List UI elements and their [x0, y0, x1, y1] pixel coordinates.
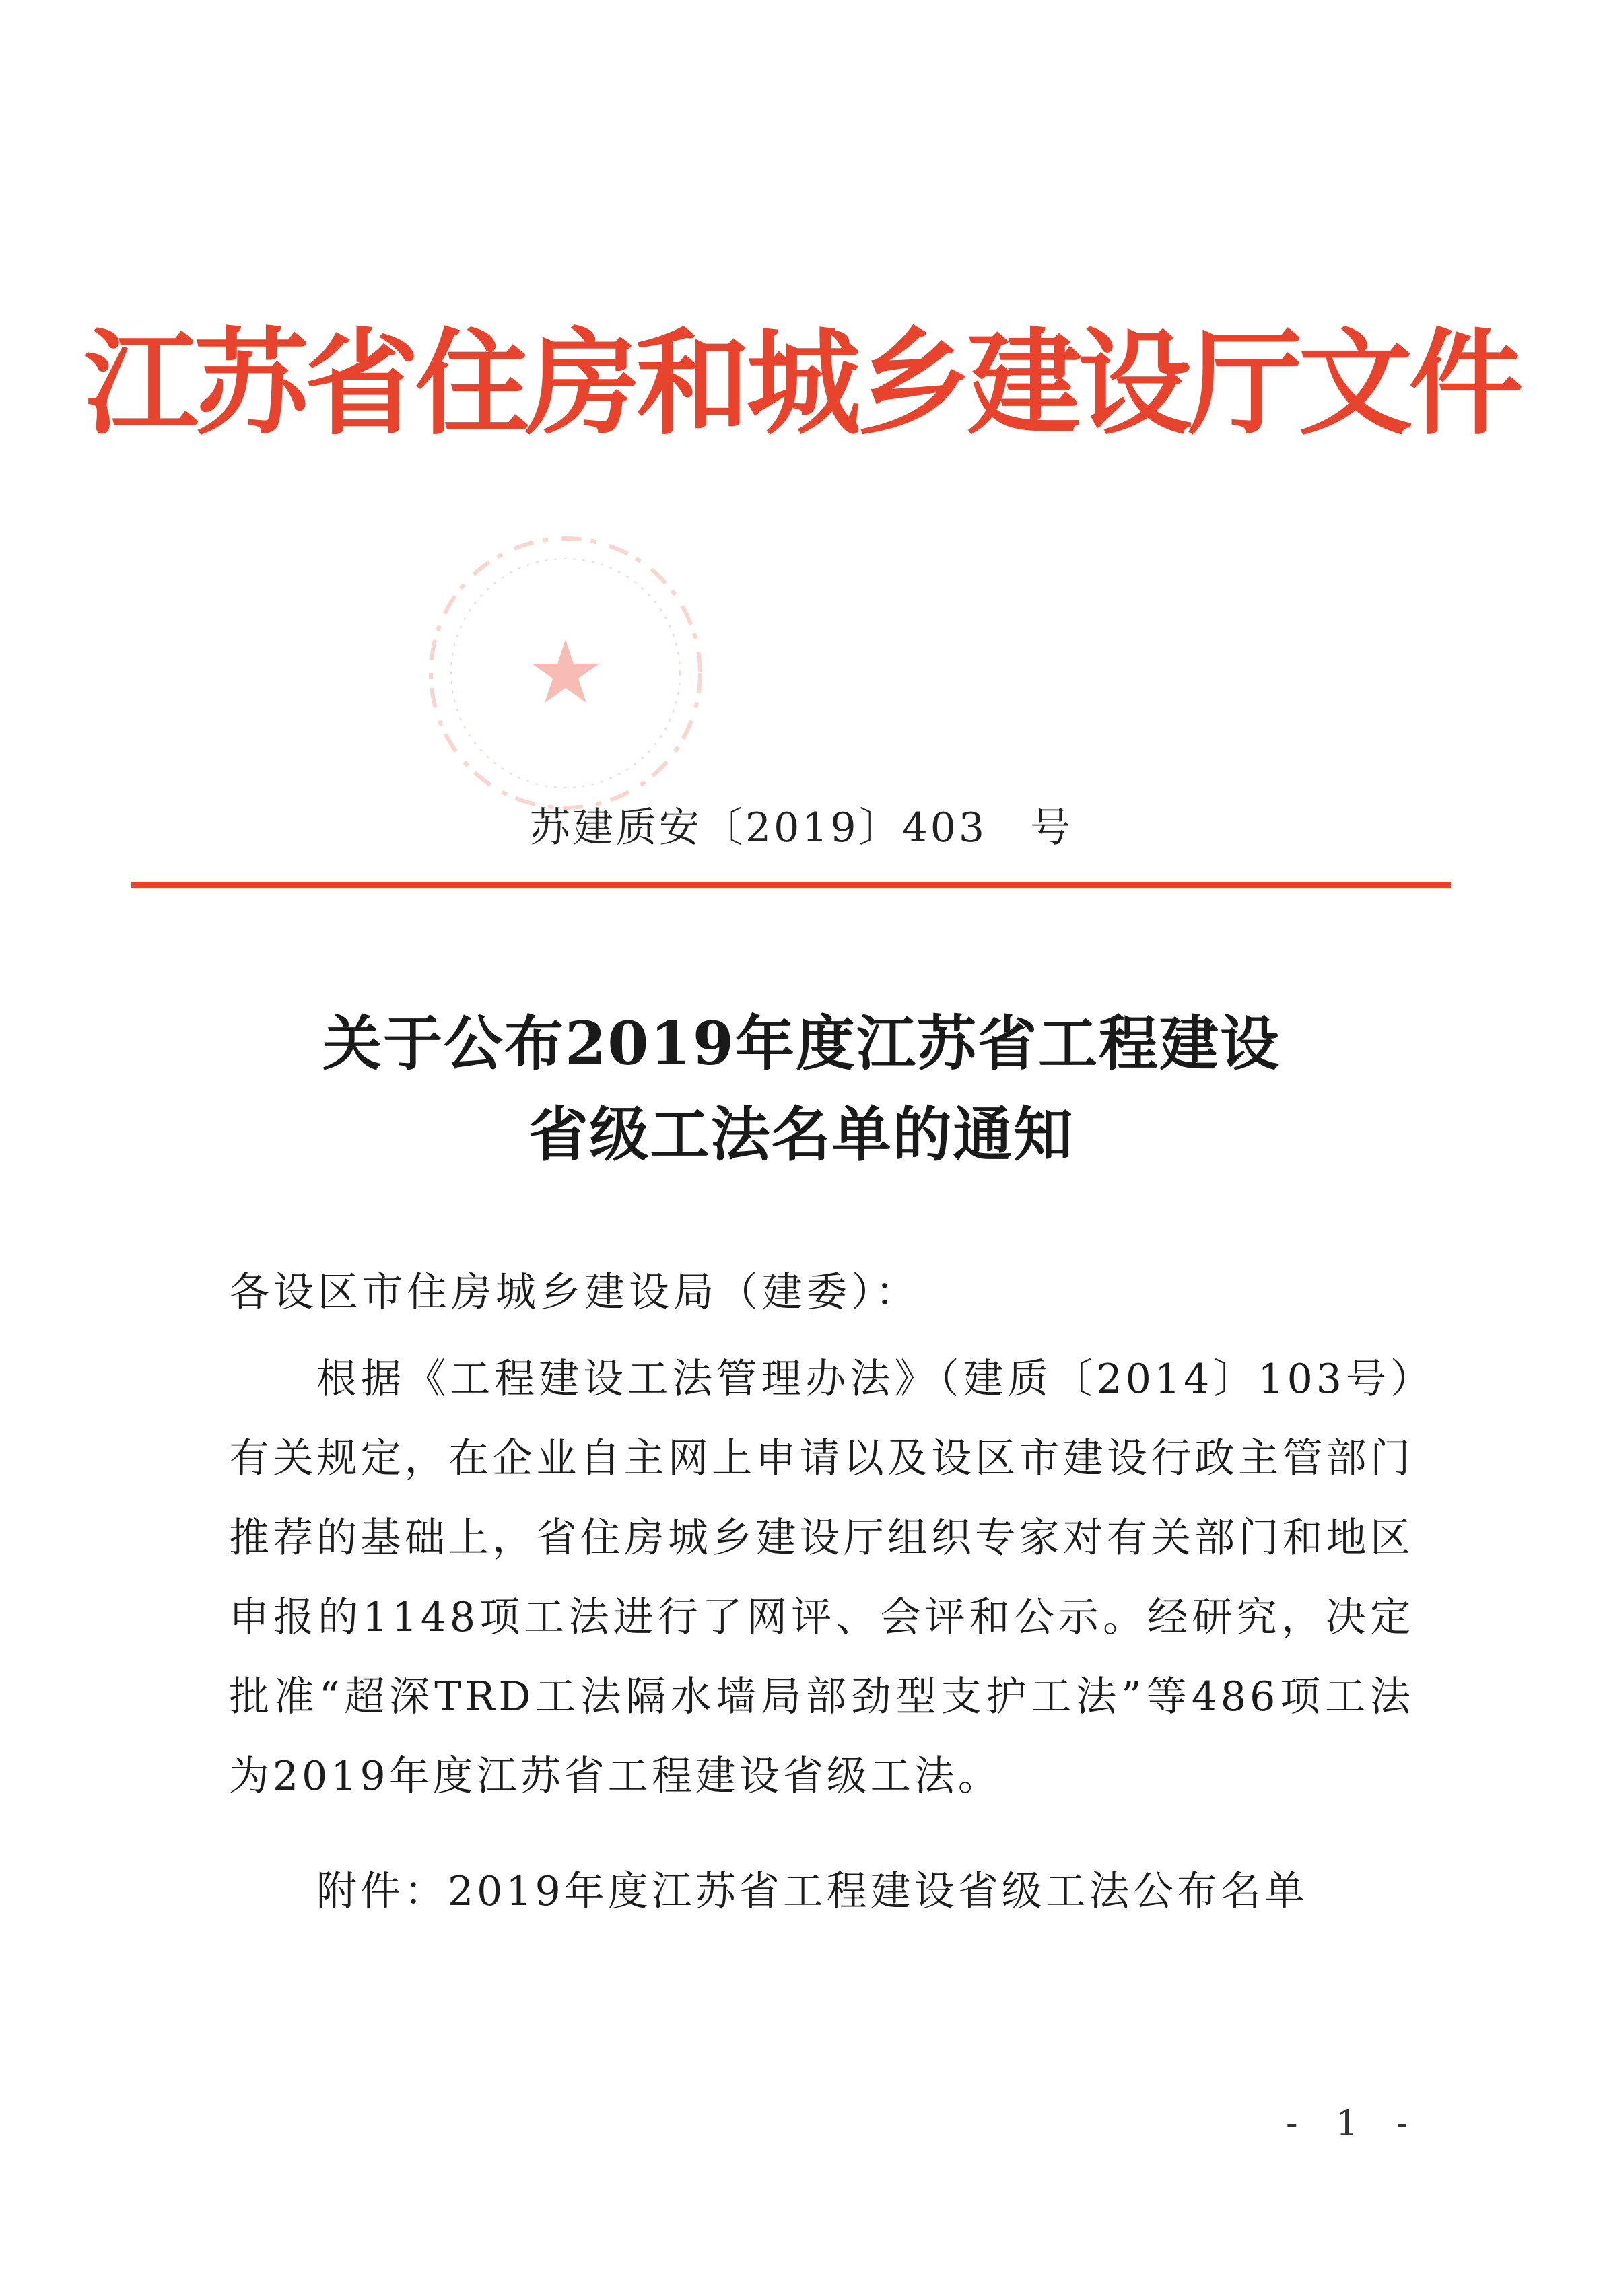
notice-title-line-1: 关于公布2019年度江苏省工程建设 — [322, 1008, 1281, 1078]
salutation: 各设区市住房城乡建设局（建委）： — [229, 1269, 920, 1316]
document-header-title: 江苏省住房和城乡建设厅文件 — [83, 316, 1520, 451]
document-number: 苏建质安〔2019〕403 号 — [529, 804, 1074, 851]
attachment-line: 附件：2019年度江苏省工程建设省级工法公布名单 — [316, 1868, 1308, 1915]
notice-title-line-2: 省级工法名单的通知 — [528, 1099, 1075, 1169]
star-seal-icon — [404, 512, 727, 835]
header-divider — [131, 882, 1451, 888]
page-number: - 1 - — [1286, 2103, 1422, 2144]
body-paragraph: 根据《工程建设工法管理办法》（建质〔2014〕103号）有关规定，在企业自主网上申请以及设区市建设行政主管部门推荐的基础上，省住房城乡建设厅组织专家对有关部门和地区申报的1148项工法进行了网评、会评和公示。经研究，决定批准“超深TRD工法隔水墙局部劲型支护工法”等486项工法为2019年度江苏省工程建设省级工法。 — [229, 1356, 1414, 1800]
